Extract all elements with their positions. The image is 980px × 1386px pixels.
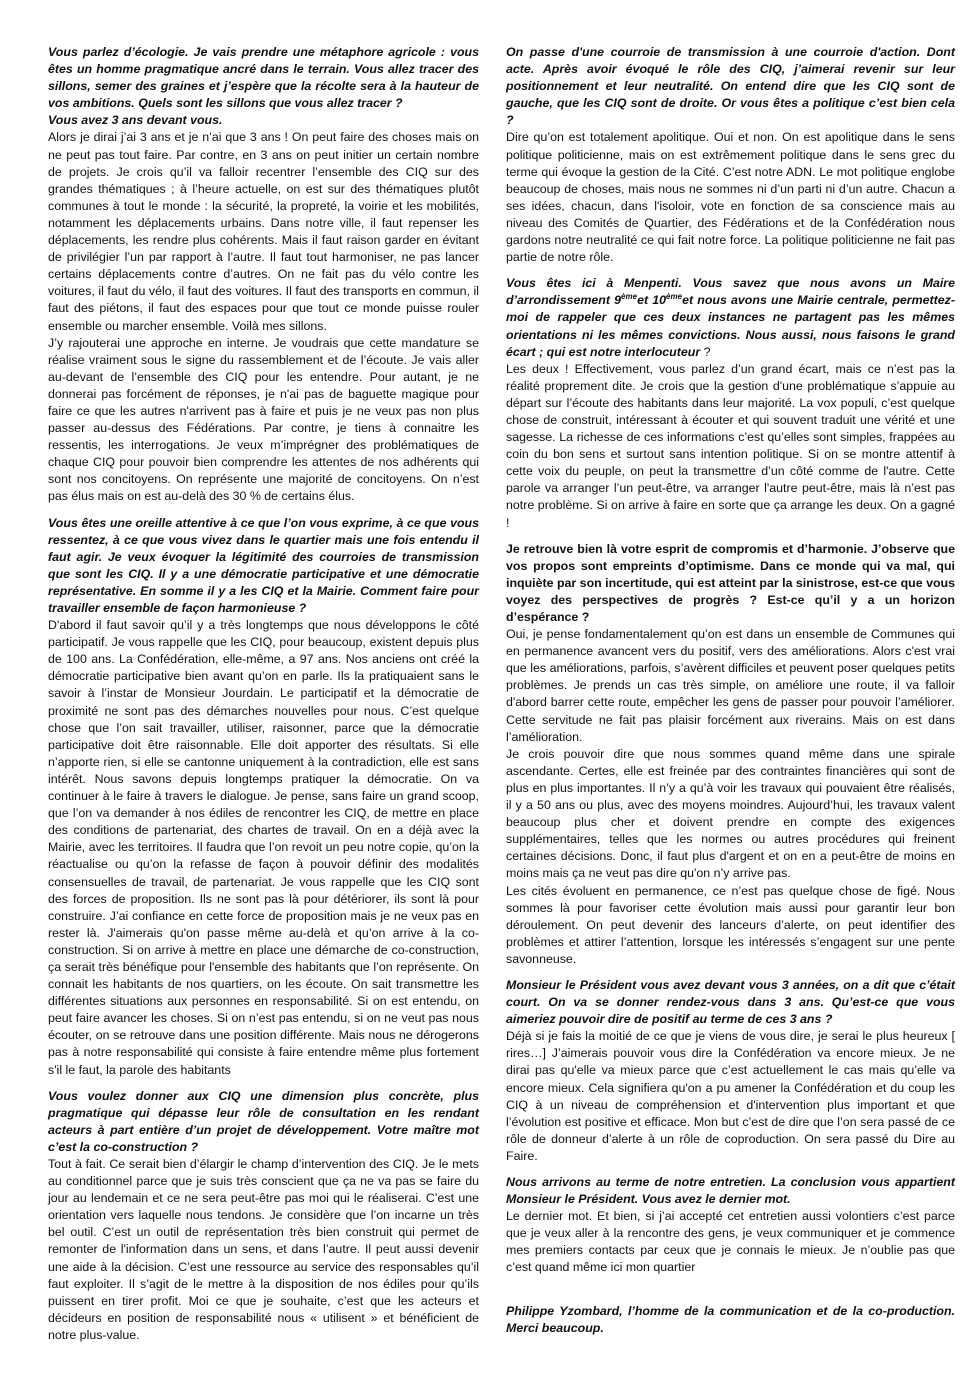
question-3-ans: Monsieur le Président vous avez devant vous 3 années, on a dit que c’était court. On va se donner rendez-vous dans 3 ans. Qu’est-ce que vous aimeriez pouvoir dire de positif au terme de ces 3 ans ?	[506, 977, 955, 1027]
question-ecologie: Vous parlez d’écologie. Je vais prendre une métaphore agricole : vous êtes un homme pragmatique ancré dans le terrain. Vous allez tracer des sillons, semer des graines et j’espère que la récolte sera à la hauteur de vos ambitions. Quels sont les sillons que vous allez tracer ?	[48, 45, 479, 111]
question-text: et 10	[637, 293, 667, 308]
answer-dernier-mot: Le dernier mot. Et bien, si j’ai accepté cet entretien aussi volontiers c’est parce que je veux aller à la rencontre des gens, je veux communiquer et je commence mes premiers contacts par ceux que je connais le mieux. Je n’oublie pas que c’est quand même ici mon quartier	[506, 1209, 955, 1275]
question-text: Vous êtes ici à Menpenti. Vous savez que nous avons un Maire d’arrondissement 9	[506, 276, 955, 308]
superscript: ème	[666, 292, 683, 302]
superscript: ème	[621, 292, 638, 302]
answer-menpenti: Les deux ! Effectivement, vous parlez d’un grand écart, mais ce n’est pas la réalité proprement dite. Je crois que la gestion d'une problématique s’appuie au départ sur l’écoute des habitants dans leur majorité. La vox populi, c’est quelque chose de construit, intéressant à écouter et qui souvent traduit une vérité et une sagesse. La richesse de ces informations c’est qu’elles sont simples, frappées au coin du bon sens et surtout sans intention politique. Si on se montre attentif à cette voix du peuple, on peut la transmettre d’un côté comme de l'autre. Cette parole va arranger l’un peut-être, va arranger l'autre peut-être, mais là n’est pas notre problème. Si on arrive à faire en sorte que ça arrange les deux. On a gagné !	[506, 361, 955, 530]
question-text: et nous avons une Mairie centrale, permettez-moi de rappeler que ces deux instances ne partagent pas les mêmes orientations ni les mêmes convictions. Nous aussi, nous faisons le grand écart ; qui est notre interlocuteur	[506, 293, 955, 359]
question-ecologie-followup: Vous avez 3 ans devant vous.	[48, 113, 223, 128]
question-dernier-mot: Nous arrivons au terme de notre entretien. La conclusion vous appartient Monsieur le Président. Vous avez le dernier mot.	[506, 1175, 955, 1207]
answer-sillons: Alors je dirai j’ai 3 ans et je n’ai que 3 ans ! On peut faire des choses mais on ne peut pas tout faire. Par contre, en 3 ans on peut initier un certain nombre de projets. Je crois qu’il va falloir recentrer l’ensemble des CIQ sur des grandes thématiques ; à l’heure actuelle, on est sur des thématiques plutôt communes à tout le monde : la sécurité, la propreté, la voirie et les mobilités, notamment les déplacements urbains. Dans notre ville, il faut repenser les déplacements, les rendre plus cohérents. Mais il faut raison garder en évitant de privilégier l’un par rapport à l’autre. Il faut tout harmoniser, ne pas lancer certains déplacements contre d’autres. On ne fait pas du vélo contre les voitures, il faut du vélo, il faut des voitures. Il faut des transports en commun, il faut des piétons, il faut des espaces pour que tout ce monde puisse rouler ensemble ou marcher ensemble. Voilà mes sillons.	[48, 130, 479, 333]
answer-optimisme: Oui, je pense fondamentalement qu’on est dans un ensemble de Communes qui en permanence avancent vers du positif, vers des améliorations. Alors c'est vrai que les améliorations, parfois, s’avèrent difficiles et peuvent poser quelques petits problèmes. Je prends un cas très simple, on améliore une route, il va falloir d'abord barrer cette route, empêcher les gens de passer pour pouvoir l’améliorer. Cette servitude ne fait pas plaisir forcément aux riverains. Mais on est dans l’amélioration.	[506, 627, 955, 744]
answer-3-ans: Déjà si je fais la moitié de ce que je viens de vous dire, je serai le plus heureux [ rires…] J’aimerais pouvoir vous dire la Confédération va encore mieux. Je ne dirai pas qu'elle va mieux parce que c’est actuellement le cas mais qu’elle va encore mieux. Cela signifiera qu'on a pu amener la Confédération et du coup les CIQ à un niveau de compréhension et d'intervention plus important et que l’évolution est positive et efficace. Mon but c’est de dire que l’on sera passé de ce rôle de donneur d’alerte à un rôle de coproduction. On sera passé du Dire au Faire.	[506, 1029, 955, 1163]
answer-co-construction: Tout à fait. Ce serait bien d’élargir le champ d’intervention des CIQ. Je le mets au conditionnel parce que je suis très conscient que ça ne va pas se faire du jour au lendemain et ce ne sera peut-être pas moi qui le réaliserai. C’est une orientation vers laquelle nous tendons. Je considère que l’on incarne un très bel outil. C’est un outil de représentation très bien construit qui permet de remonter de l'information dans un sens, et dans l’autre. Il peut aussi devenir une aide à la décision. C’est une ressource au service des responsables qu’il faut exploiter. Il s’agit de le mettre à la disposition de nos édiles pour qu’ils puissent en tirer profit. Moi ce que je souhaite, c’est que les acteurs et décideurs en position de responsabilité nous « utilisent » et bénéficient de notre plus-value.	[48, 1157, 479, 1342]
answer-neutralite: Dire qu’on est totalement apolitique. Oui et non. On est apolitique dans le sens politique politicienne, mais on est extrêmement politique dans le sens grec du terme qui évoque la gestion de la Cité. C’est notre ADN. Le mot politique englobe beaucoup de choses, mais nous ne sommes ni d’un parti ni d’un autre. Chacun a ses idées, chacun, dans l'isoloir, vote en fonction de sa conscience mais au niveau des Comités de Quartier, des Fédérations et de la Confédération nous gardons notre neutralité ce qui fait notre force. La politique politicienne ne fait pas partie de notre rôle.	[506, 130, 955, 265]
left-column	[48, 44, 479, 1344]
question-optimisme: Je retrouve bien là votre esprit de compromis et d’harmonie. J’observe que vos propos sont empreints d’optimisme. Dans ce monde qui va mal, qui inquiète par son incertitude, qui est atteint par la sinistrose, est-ce que vous voyez des perspectives de progrès ? Est-ce qu’il y a un horizon d’espérance ?	[506, 541, 955, 624]
right-column	[506, 44, 955, 1337]
answer-approche-interne: J’y rajouterai une approche en interne. Je voudrais que cette mandature se réalise vraiment sous le signe du rassemblement et de l’écoute. Je vais aller au-devant de l’ensemble des CIQ pour les entendre. Pour autant, je ne donnerai pas forcément de réponses, je n'ai pas de baguette magique pour faire ce que les autres n'arrivent pas à faire et puis je ne veux pas non plus passer au-dessus des Fédérations. Par contre, je tiens à connaitre les ressentis, les interrogations. Je veux m’imprégner des problématiques de chaque CIQ pour pouvoir bien comprendre les attentes de nos adhérents qui sont nos concitoyens. On représente une majorité de concitoyens. On n’est pas élus mais on est au-delà des 30 % de certains élus.	[48, 335, 479, 504]
question-menpenti	[506, 275, 955, 360]
answer-cites: Les cités évoluent en permanence, ce n’est pas quelque chose de figé. Nous sommes là pour favoriser cette évolution mais aussi pour garantir leur bon déroulement. On peut devenir des lanceurs d’alerte, on peut identifier des problèmes et attirer l’attention, lorsque les intéressés s’engagent sur une pente savonneuse.	[506, 883, 955, 966]
answer-spirale: Je crois pouvoir dire que nous sommes quand même dans une spirale ascendante. Certes, elle est freinée par des contraintes financières qui sont de plus en plus importantes. Il n’y a qu’à voir les travaux qui pouvaient être réalisés, il y a 50 ans ou plus, avec des moyens moindres. Aujourd’hui, les travaux valent beaucoup plus cher et doivent prendre en compte des exigences supplémentaires, telles que les normes ou autres procédures qui freinent certaines décisions. Donc, il faut plus d'argent et on en a peut-être de moins en moins mais ça ne veut pas dire qu'on n’y arrive pas.	[506, 746, 955, 881]
question-democratie: Vous êtes une oreille attentive à ce que l’on vous exprime, à ce que vous ressentez, à ce que vous vivez dans le quartier mais une fois entendu il faut agir. Je veux évoquer la légitimité des courroies de transmission que sont les CIQ. Il y a une démocratie participative et une démocratie représentative. En somme il y a les CIQ et la Mairie. Comment faire pour travailler ensemble de façon harmonieuse ?	[48, 515, 479, 615]
answer-democratie: D'abord il faut savoir qu’il y a très longtemps que nous développons le côté participatif. Je vous rappelle que les CIQ, pour beaucoup, existent depuis plus de 100 ans. La Confédération, elle-même, a 97 ans. Nos anciens ont créé la démocratie participative bien avant qu’on en parle. Ils la pratiquaient sans le savoir à l’instar de Monsieur Jourdain. Le participatif et la démocratie de proximité ne sont pas des démarches nouvelles pour nous. C’est quelque chose que l’on sait travailler, utiliser, raisonner, parce que la démocratie participative doit être raisonnable. Elle doit apporter des résultats. Si elle n’apporte rien, si elle se cantonne uniquement à la contradiction, elle est sans intérêt. Nous savons depuis longtemps pratiquer la démocratie. On va continuer à le faire à travers le dialogue. Je pense, sans faire un grand scoop, que l’on va demander à nos édiles de rencontrer les CIQ, de mettre en place des conditions de partenariat, des chartes de travail. On en a déjà avec la Mairie, avec les territoires. Il faudra que l’on revoit un peu notre copie, qu’on la réactualise ou qu’on la refasse de façon à pouvoir définir des modalités consensuelles de travail, de partenariat. Je vous rappelle que les CIQ sont des forces de proposition. Ils ne sont pas là pour détériorer, ils sont là pour construire. J’ai confiance en cette force de proposition mais je ne veux pas en rester là. J'aimerais qu'on passe même au-delà et qu’on arrive à la co-construction. Si on arrive à mettre en place une démarche de co-construction, ça serait très bénéfique pour l'ensemble des habitants que l’on représente. On connait les habitants de nos quartiers, on les écoute. On sait transmettre les différentes situations aux personnes en responsabilité. Si on est entendu, on peut faire avancer les choses. Si on n’est pas entendu, si on ne veut pas nous écouter, on se retrouve dans une position différente. Mais nous ne dérogerons pas à notre responsabilité qui consiste à faire entendre même plus fortement s'il le faut, la parole des habitants	[48, 618, 479, 1077]
question-neutralite: On passe d'une courroie de transmission à une courroie d'action. Dont acte. Après avoir évoqué le rôle des CIQ, j’aimerai revenir sur leur positionnement et leur neutralité. On entend dire que les CIQ sont de gauche, que les CIQ sont de droite. Or vous êtes a politique c’est bien cela ?	[506, 45, 955, 128]
question-mark: ?	[700, 344, 711, 359]
closing-signature: Philippe Yzombard, l’homme de la communication et de la co-production. Merci beaucoup.	[506, 1303, 955, 1335]
question-co-construction: Vous voulez donner aux CIQ une dimension plus concrète, plus pragmatique qui dépasse leur rôle de consultation en les rendant acteurs à part entière d’un projet de développement. Votre maître mot c’est la co-construction ?	[48, 1088, 479, 1154]
